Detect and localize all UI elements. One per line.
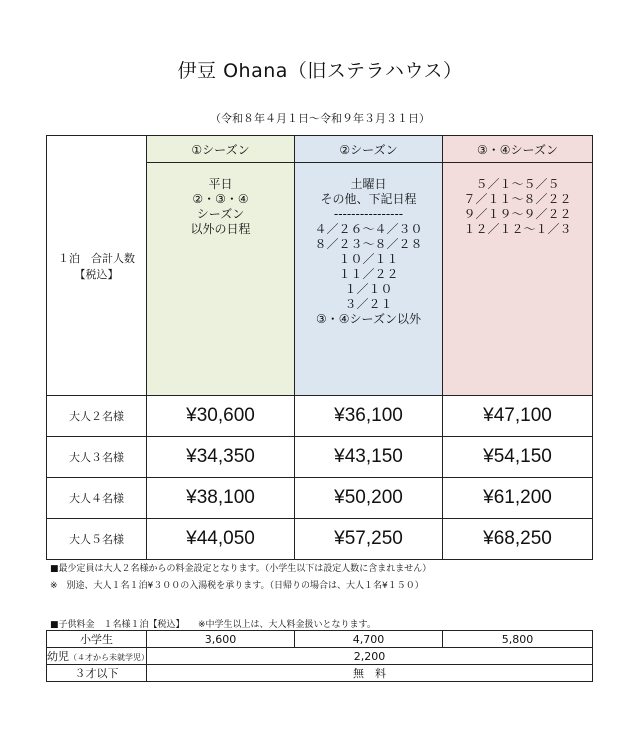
season-2-line: その他、下記日程 xyxy=(320,192,417,206)
season-3-4-header: ③・④シーズン xyxy=(443,136,593,163)
child-rate-table xyxy=(46,630,593,682)
row-label: ３才以下 xyxy=(47,665,147,682)
row-label: 小学生 xyxy=(47,631,147,648)
table-row xyxy=(47,478,593,519)
price-cell: ¥47,100 xyxy=(443,396,593,437)
price-cell: ¥61,200 xyxy=(443,478,593,519)
table-row xyxy=(47,396,593,437)
price-cell: ¥34,350 xyxy=(147,437,295,478)
table-row xyxy=(47,519,593,560)
row-label: 大人３名様 xyxy=(47,437,147,478)
price-cell: 3,600 xyxy=(147,631,295,648)
price-cell: ¥68,250 xyxy=(443,519,593,560)
row-label-main: 幼児 xyxy=(47,650,69,663)
row-header-cell xyxy=(47,136,147,396)
season-3-4-line: ７／１１〜８／２２ xyxy=(463,192,572,206)
season-3-4-line: １２／１２〜１／３ xyxy=(463,222,572,236)
row-label: 大人５名様 xyxy=(47,519,147,560)
season-3-4-line: ９／１９〜９／２２ xyxy=(463,207,572,221)
page-title: 伊豆 Ohana（旧ステラハウス） xyxy=(177,60,463,82)
price-cell: ¥44,050 xyxy=(147,519,295,560)
row-label xyxy=(47,648,147,665)
price-cell: ¥50,200 xyxy=(295,478,443,519)
season-1-line: シーズン xyxy=(196,207,245,221)
table-row xyxy=(47,665,593,682)
rate-table xyxy=(46,135,593,560)
season-2-line: ③・④シーズン以外 xyxy=(316,312,421,326)
price-cell: ¥57,250 xyxy=(295,519,443,560)
season-2-line: ---------------- xyxy=(333,207,404,221)
price-cell: ¥43,150 xyxy=(295,437,443,478)
season-2-line: ３／２１ xyxy=(344,297,393,311)
season-1-line: ②・③・④ xyxy=(192,192,249,206)
season-1-line: 平日 xyxy=(208,177,233,191)
note-bathing-tax: ※ 別途、大人１名１泊¥３００の入湯税を承ります。（日帰りの場合は、大人１名¥１５０） xyxy=(50,581,424,591)
season-2-line: 土曜日 xyxy=(350,177,387,191)
season-2-line: ８／２３〜８／２８ xyxy=(314,237,423,251)
price-cell: 2,200 xyxy=(147,648,593,665)
season-2-line: ４／２６〜４／３０ xyxy=(314,222,423,236)
season-3-4-line: ５／１〜５／５ xyxy=(475,177,560,191)
season-2-dates xyxy=(295,163,443,396)
row-header-line-1: １泊 合計人数 xyxy=(58,251,135,265)
season-1-dates xyxy=(147,163,295,396)
price-cell: ¥38,100 xyxy=(147,478,295,519)
price-cell: ¥30,600 xyxy=(147,396,295,437)
validity-period: （令和８年４月１日〜令和９年３月３１日） xyxy=(210,112,430,125)
table-row xyxy=(47,631,593,648)
price-cell: 無 料 xyxy=(147,665,593,682)
season-2-header: ②シーズン xyxy=(295,136,443,163)
row-header-line-2: 【税込】 xyxy=(74,267,119,281)
price-cell: 4,700 xyxy=(295,631,443,648)
season-2-line: １０／１１ xyxy=(338,252,399,266)
table-row xyxy=(47,648,593,665)
row-label-note: （４才から未就学児） xyxy=(69,653,149,662)
table-row xyxy=(47,437,593,478)
season-3-4-dates xyxy=(443,163,593,396)
season-1-header: ①シーズン xyxy=(147,136,295,163)
price-cell: ¥54,150 xyxy=(443,437,593,478)
child-rates-title: ■子供料金 １名様１泊【税込】 ※中学生以上は、大人料金扱いとなります。 xyxy=(50,620,376,630)
row-label: 大人２名様 xyxy=(47,396,147,437)
season-2-line: １／１０ xyxy=(344,282,393,296)
season-2-line: １１／２２ xyxy=(338,267,399,281)
price-cell: 5,800 xyxy=(443,631,593,648)
note-minimum-guests: ■最少定員は大人２名様からの料金設定となります。（小学生以下は設定人数に含まれません） xyxy=(50,564,432,574)
season-1-line: 以外の日程 xyxy=(190,222,251,236)
row-label: 大人４名様 xyxy=(47,478,147,519)
price-cell: ¥36,100 xyxy=(295,396,443,437)
